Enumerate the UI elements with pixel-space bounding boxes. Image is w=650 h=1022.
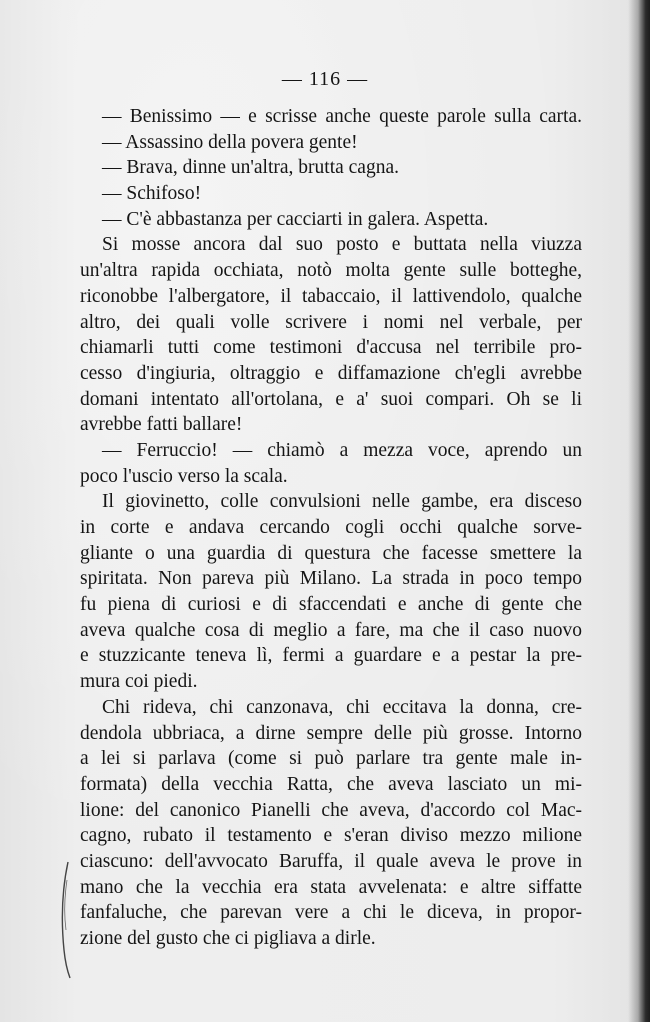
text-line: — Schifoso!: [102, 183, 202, 205]
text-line: Si mosse ancora dal suo posto e buttata nella viuzza: [102, 234, 582, 256]
text-line: in corte e andava cercando cogli occhi qualche sorve-: [80, 517, 582, 538]
text-line: poco l'uscio verso la scala.: [80, 465, 288, 487]
text-line: a lei si parlava (come si può parlare tra gente male in-: [80, 748, 582, 770]
text-line: aveva qualche cosa di meglio a fare, ma che il caso nuovo: [80, 619, 582, 641]
text-line: fu piena di curiosi e di sfaccendati e anche di gente che: [80, 594, 582, 616]
text-line: Chi rideva, chi canzonava, chi eccitava la donna, cre-: [102, 696, 582, 718]
text-line: lione: del canonico Pianelli che aveva, d'accordo col Mac-: [80, 799, 582, 821]
text-line: cesso d'ingiuria, oltraggio e diffamazione ch'egli avrebbe: [80, 362, 582, 384]
text-line: formata) della vecchia Ratta, che aveva lasciato un mi-: [80, 773, 582, 795]
page-edge-shadow: [628, 0, 650, 1022]
margin-pencil-mark: [58, 860, 72, 980]
text-line: — Brava, dinne un'altra, brutta cagna.: [102, 157, 399, 179]
text-line: altro, dei quali volle scrivere i nomi nel verbale, per: [80, 311, 582, 333]
text-line: gliante o una guardia di questura che facesse smettere la: [80, 542, 582, 564]
text-line: un'altra rapida occhiata, notò molta gente sulle botteghe,: [80, 260, 582, 282]
text-line: chiamarli tutti come testimoni d'accusa nel terribile pro-: [80, 337, 582, 359]
text-line: mano che la vecchia era stata avvelenata: e altre siffatte: [80, 876, 582, 898]
text-line: dendola ubbriaca, a dirne sempre delle più grosse. Intorno: [80, 722, 582, 744]
text-line: — C'è abbastanza per cacciarti in galera. Aspetta.: [102, 208, 489, 230]
text-line: cagno, rubato il testamento e s'eran diviso mezzo milione: [80, 825, 582, 847]
text-line: — Ferruccio! — chiamò a mezza voce, aprendo un: [102, 439, 582, 461]
text-line: — Assassino della povera gente!: [102, 131, 358, 153]
text-line: avrebbe fatti ballare!: [80, 414, 243, 436]
text-line: spiritata. Non pareva più Milano. La strada in poco tempo: [80, 568, 582, 590]
body-text: [80, 104, 582, 952]
text-line: mura coi piedi.: [80, 671, 198, 693]
text-line: domani intentato all'ortolana, e a' suoi compari. Oh se li: [80, 388, 582, 410]
text-line: zione del gusto che ci pigliava a dirle.: [80, 928, 376, 949]
text-line: Il giovinetto, colle convulsioni nelle gambe, era disceso: [102, 491, 582, 513]
text-line: fanfaluche, che parevan vere a chi le diceva, in propor-: [80, 902, 582, 924]
text-line: — Benissimo — e scrisse anche queste parole sulla carta.: [102, 106, 582, 127]
text-line: e stuzzicante teneva lì, fermi a guardare e a pestar la pre-: [80, 645, 582, 667]
text-line: riconobbe l'albergatore, il tabaccaio, il lattivendolo, qualche: [80, 285, 582, 307]
page-number: — 116 —: [281, 68, 369, 90]
text-line: ciascuno: dell'avvocato Baruffa, il quale aveva le prove in: [80, 850, 582, 872]
